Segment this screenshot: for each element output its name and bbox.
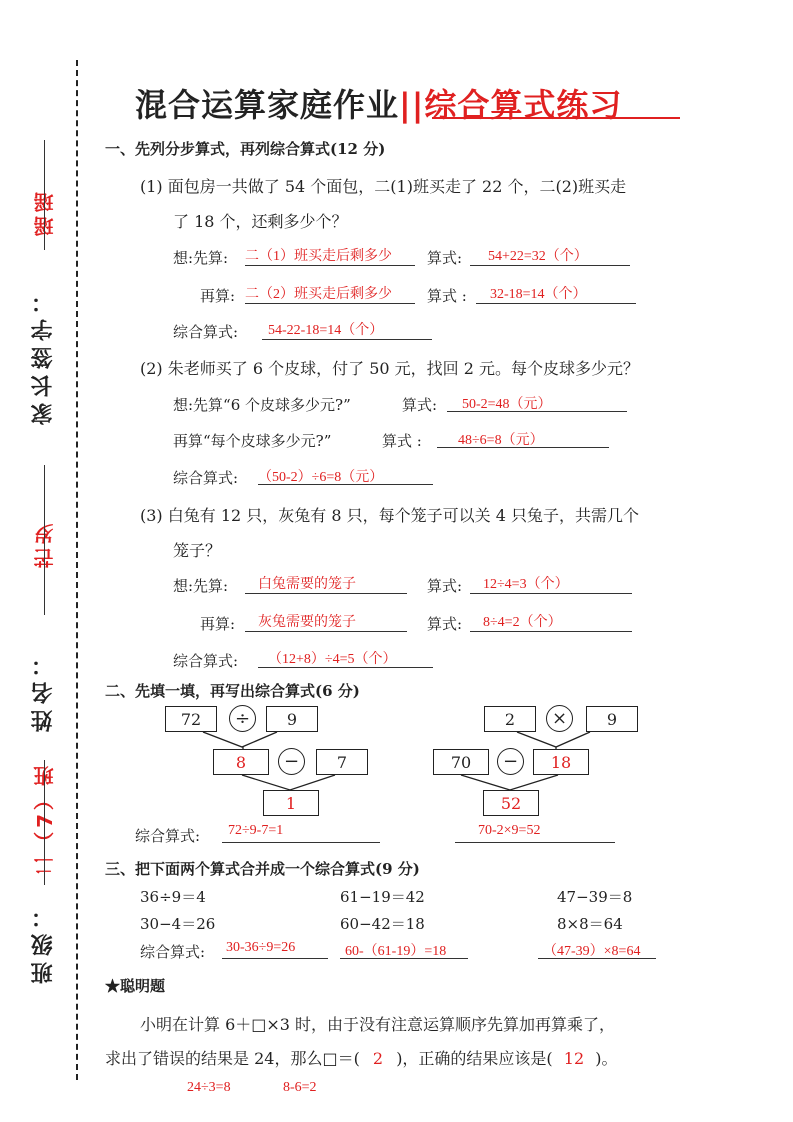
section2-combo-label: 综合算式:	[135, 827, 201, 845]
q1-line1: (1) 面包房一共做了 54 个面包，二(1)班买走了 22 个，二(2)班买走	[140, 177, 627, 196]
q1-formula-label2: 算式 :	[427, 287, 467, 305]
q2-then: 再算“每个皮球多少元?”	[173, 432, 332, 450]
q1-formula1: 54+22=32（个）	[488, 249, 588, 264]
section2-left-underline	[222, 842, 380, 843]
q3-formula-label: 算式:	[427, 577, 463, 595]
s3-col2-row2: 60−42＝18	[340, 915, 425, 933]
q3-line2: 笼子？	[173, 541, 222, 560]
class-label: 班级：	[31, 900, 56, 984]
parent-signature-label: 家长签字：	[31, 285, 56, 425]
section2-right-combo: 70-2×9=52	[478, 823, 541, 838]
smart-answer-box: 2	[372, 1049, 384, 1068]
q1-think-answer: 二（1）班买走后剩多少	[245, 249, 392, 264]
q1-think-label: 想:先算:	[173, 249, 229, 267]
minus-operator-circle-right: −	[497, 748, 524, 775]
title-sub: 综合算式练习	[424, 86, 623, 124]
s3-col3-row2: 8×8＝64	[557, 915, 623, 933]
tree-right-box-r1: 18	[533, 749, 589, 775]
tree-right-box-a: 2	[484, 706, 536, 732]
section3-heading: 三、把下面两个算式合并成一个综合算式(9 分)	[105, 860, 420, 878]
smart-line1: 小明在计算 6＋□×3 时，由于没有注意运算顺序先算加再算乘了，	[140, 1015, 616, 1034]
s3-answer3: （47-39）×8=64	[543, 944, 641, 959]
q2-formula2: 48÷6=8（元）	[458, 433, 544, 448]
q2-combo-label: 综合算式:	[173, 469, 239, 487]
title-main: 混合运算家庭作业	[135, 86, 400, 124]
q3-combo-label: 综合算式:	[173, 652, 239, 670]
q3-then-answer: 灰兔需要的笼子	[258, 615, 356, 630]
s3-answer2: 60-（61-19）=18	[345, 944, 447, 959]
tree-left-box-result: 1	[263, 790, 319, 816]
q1-formula2: 32-18=14（个）	[490, 287, 587, 302]
smart-line2-c: )。	[595, 1049, 618, 1068]
q3-think-label: 想:先算:	[173, 577, 229, 595]
q2-formula-label: 算式:	[402, 396, 438, 414]
class-value: 二（7）班	[33, 762, 57, 876]
s3-answer3-underline	[538, 958, 656, 959]
smart-line2-b: )，正确的结果应该是(	[396, 1049, 553, 1068]
s3-col3-row1: 47−39＝8	[557, 888, 633, 906]
s3-col2-row1: 61−19＝42	[340, 888, 425, 906]
divide-operator-circle: ÷	[229, 705, 256, 732]
q3-combo: （12+8）÷4=5（个）	[268, 652, 397, 667]
tree-left-box-b: 9	[266, 706, 318, 732]
section2-left-combo: 72÷9-7=1	[228, 823, 284, 838]
tree-left-box-r1: 8	[213, 749, 269, 775]
tree-right-box-b: 9	[586, 706, 638, 732]
section2-right-underline	[455, 842, 615, 843]
section1-heading: 一、先列分步算式，再列综合算式(12 分)	[105, 140, 386, 158]
q2-combo: （50-2）÷6=8（元）	[258, 470, 384, 485]
tree-right-box-c: 70	[433, 749, 489, 775]
q3-think-answer: 白兔需要的笼子	[258, 577, 356, 592]
q3-formula1: 12÷4=3（个）	[483, 577, 569, 592]
q1-combo-label: 综合算式:	[173, 323, 239, 341]
q2-formula1: 50-2=48（元）	[462, 397, 552, 412]
name-value: 芒岁	[33, 520, 57, 568]
multiply-operator-circle: ×	[546, 705, 573, 732]
smart-work1: 24÷3=8	[187, 1080, 231, 1095]
title-separator: ||	[399, 86, 425, 124]
q2-line1: (2) 朱老师买了 6 个皮球，付了 50 元，找回 2 元。每个皮球多少元？	[140, 359, 639, 378]
parent-signature-value: 瑶瑶	[33, 188, 57, 236]
q1-formula-label: 算式:	[427, 249, 463, 267]
minus-operator-circle: −	[278, 748, 305, 775]
q3-line1: (3) 白兔有 12 只，灰兔有 8 只，每个笼子可以关 4 只兔子，共需几个	[140, 506, 639, 525]
q1-combo: 54-22-18=14（个）	[268, 323, 384, 338]
s3-answer1: 30-36÷9=26	[226, 940, 296, 955]
s3-answer1-underline	[222, 958, 328, 959]
s3-answer2-underline	[340, 958, 468, 959]
name-label: 姓名：	[31, 648, 56, 732]
q3-then-label: 再算:	[200, 615, 236, 633]
q1-then-label: 再算:	[200, 287, 236, 305]
tree-left-box-c: 7	[316, 749, 368, 775]
smart-line2-a: 求出了错误的结果是 24，那么□＝(	[105, 1049, 360, 1068]
q3-formula-label2: 算式:	[427, 615, 463, 633]
tree-left-box-a: 72	[165, 706, 217, 732]
q1-then-answer: 二（2）班买走后剩多少	[245, 287, 392, 302]
section3-combo-label: 综合算式:	[140, 943, 206, 961]
smart-work2: 8-6=2	[283, 1080, 317, 1095]
q1-line2: 了 18 个，还剩多少个？	[173, 212, 348, 231]
s3-col1-row2: 30−4＝26	[140, 915, 216, 933]
tree-right-box-result: 52	[483, 790, 539, 816]
s3-col1-row1: 36÷9＝4	[140, 888, 206, 906]
q3-formula2: 8÷4=2（个）	[483, 615, 562, 630]
smart-heading: ★聪明题	[105, 977, 166, 995]
smart-line2	[105, 1046, 617, 1069]
q2-formula-label2: 算式 :	[382, 432, 422, 450]
q2-think: 想:先算“6 个皮球多少元?”	[173, 396, 351, 414]
section2-heading: 二、先填一填，再写出综合算式(6 分)	[105, 682, 360, 700]
smart-answer-result: 12	[563, 1049, 585, 1068]
